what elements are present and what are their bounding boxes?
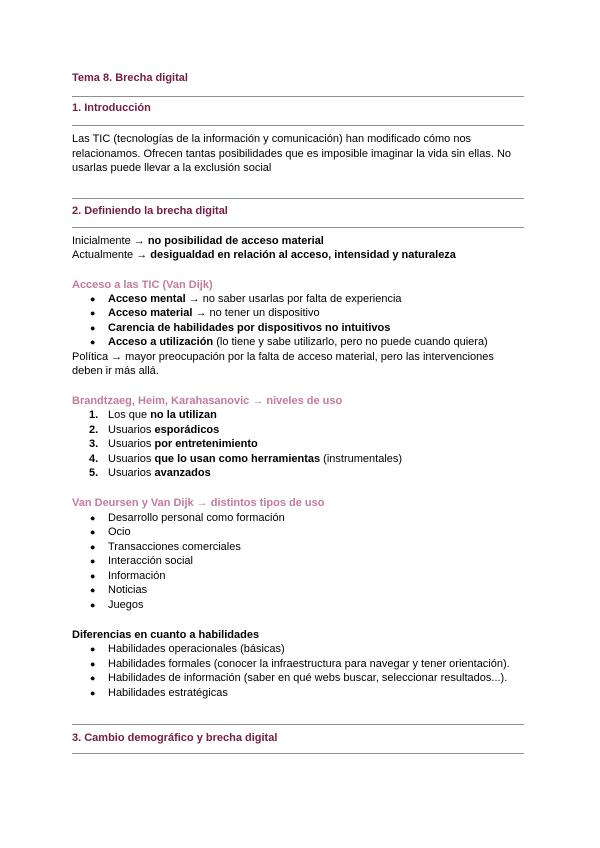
bullet-icon: ● bbox=[90, 513, 96, 523]
list-number: 5. bbox=[89, 467, 99, 479]
bullet-icon: ● bbox=[90, 337, 96, 347]
intro-line: Las TIC (tecnologías de la información y comunicación) han modificado cómo nos bbox=[72, 133, 472, 145]
divider bbox=[72, 724, 524, 725]
list-item: Los que no la utilizan bbox=[108, 409, 217, 421]
divider bbox=[72, 198, 524, 199]
bullet-icon: ● bbox=[90, 585, 96, 595]
intro-line: relacionamos. Ofrecen tantas posibilidades que es imposible imaginar la vida sin ellas. No bbox=[72, 148, 512, 160]
bullet-icon: ● bbox=[90, 600, 96, 610]
list-item: Información bbox=[108, 570, 166, 582]
section-1-heading: 1. Introducción bbox=[72, 102, 151, 114]
bullet-icon: ● bbox=[90, 542, 96, 552]
politica-line: deben ir más allá. bbox=[72, 365, 159, 377]
bullet-icon: ● bbox=[90, 294, 96, 304]
brandtzaeg-title: Brandtzaeg, Heim, Karahasanovic → niveles de uso bbox=[72, 395, 343, 407]
bullet-icon: ● bbox=[90, 688, 96, 698]
politica-line: Política → mayor preocupación por la falta de acceso material, pero las intervenciones bbox=[72, 351, 494, 363]
list-item: Carencia de habilidades por dispositivos no intuitivos bbox=[108, 322, 391, 334]
bullet-icon: ● bbox=[90, 308, 96, 318]
section-2-heading: 2. Definiendo la brecha digital bbox=[72, 205, 228, 217]
list-number: 1. bbox=[89, 409, 99, 421]
bullet-icon: ● bbox=[90, 323, 96, 333]
divider bbox=[72, 96, 524, 97]
list-item: Juegos bbox=[108, 599, 144, 611]
vandijk-title: Acceso a las TIC (Van Dijk) bbox=[72, 279, 213, 291]
list-item: Habilidades formales (conocer la infraestructura para navegar y tener orientación). bbox=[108, 658, 510, 670]
bullet-icon: ● bbox=[90, 571, 96, 581]
list-number: 3. bbox=[89, 438, 99, 450]
bullet-icon: ● bbox=[90, 556, 96, 566]
list-item: Habilidades estratégicas bbox=[108, 687, 228, 699]
list-item: Acceso mental → no saber usarlas por falta de experiencia bbox=[108, 293, 402, 305]
deursen-title: Van Deursen y Van Dijk → distintos tipos de uso bbox=[72, 497, 325, 509]
list-item: Usuarios por entretenimiento bbox=[108, 438, 258, 450]
bullet-icon: ● bbox=[90, 527, 96, 537]
list-item: Usuarios avanzados bbox=[108, 467, 211, 479]
document-title: Tema 8. Brecha digital bbox=[72, 72, 188, 84]
list-item: Noticias bbox=[108, 584, 148, 596]
list-item: Usuarios esporádicos bbox=[108, 424, 220, 436]
list-item: Usuarios que lo usan como herramientas (instrumentales) bbox=[108, 453, 403, 465]
current-definition: Actualmente → desigualdad en relación al acceso, intensidad y naturaleza bbox=[72, 249, 456, 261]
bullet-icon: ● bbox=[90, 673, 96, 683]
list-number: 2. bbox=[89, 424, 99, 436]
list-item: Desarrollo personal como formación bbox=[108, 512, 285, 524]
divider bbox=[72, 227, 524, 228]
divider bbox=[72, 753, 524, 754]
list-item: Transacciones comerciales bbox=[108, 541, 241, 553]
section-3-heading: 3. Cambio demográfico y brecha digital bbox=[72, 732, 278, 744]
habilidades-title: Diferencias en cuanto a habilidades bbox=[72, 629, 260, 641]
bullet-icon: ● bbox=[90, 644, 96, 654]
divider bbox=[72, 125, 524, 126]
list-item: Ocio bbox=[108, 526, 131, 538]
bullet-icon: ● bbox=[90, 659, 96, 669]
list-item: Acceso material → no tener un dispositivo bbox=[108, 307, 320, 319]
initial-definition: Inicialmente → no posibilidad de acceso material bbox=[72, 235, 324, 247]
list-number: 4. bbox=[89, 453, 99, 465]
list-item: Interacción social bbox=[108, 555, 193, 567]
list-item: Habilidades de información (saber en qué webs buscar, seleccionar resultados...). bbox=[108, 672, 508, 684]
list-item: Habilidades operacionales (básicas) bbox=[108, 643, 285, 655]
intro-line: usarlas puede llevar a la exclusión social bbox=[72, 162, 272, 174]
list-item: Acceso a utilización (lo tiene y sabe utilizarlo, pero no puede cuando quiera) bbox=[108, 336, 488, 348]
